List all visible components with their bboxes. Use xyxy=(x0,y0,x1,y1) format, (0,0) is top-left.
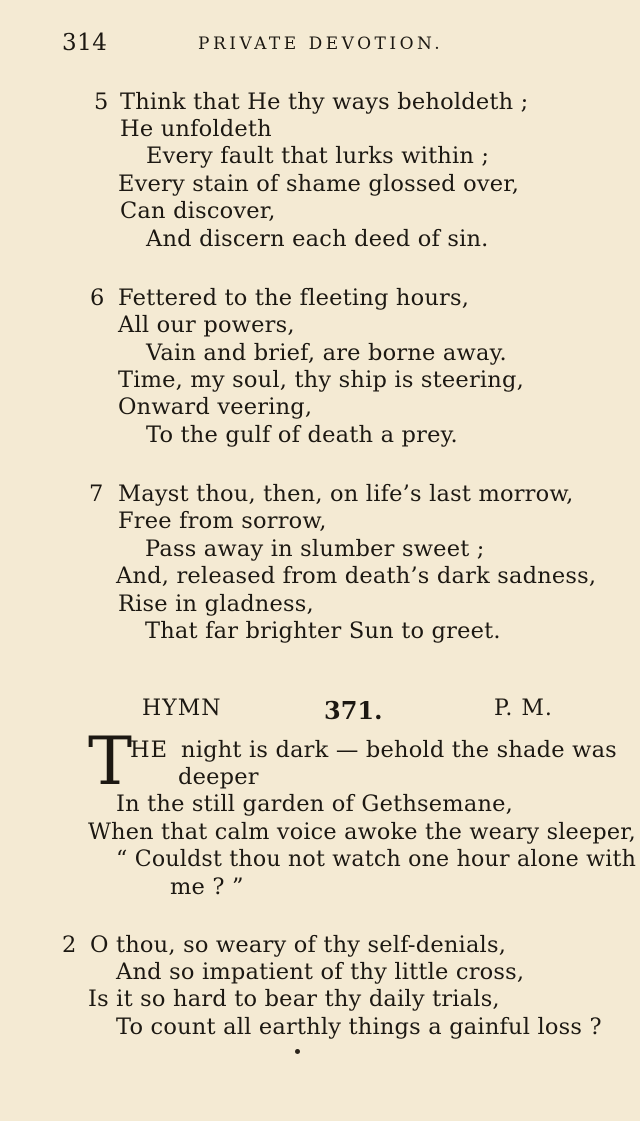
verse-line: Every fault that lurks within ; xyxy=(146,143,490,169)
verse-line: When that calm voice awoke the weary sleeper, xyxy=(88,819,636,845)
verse-line: Onward veering, xyxy=(118,394,313,420)
verse-line: deeper xyxy=(178,764,259,790)
stanza-number: 7 xyxy=(89,481,104,507)
first-word-rest: HE xyxy=(130,737,169,763)
page-header xyxy=(62,30,640,66)
verse-line: In the still garden of Gethsemane, xyxy=(116,791,514,817)
verse-line: Mayst thou, then, on life’s last morrow, xyxy=(118,481,574,507)
hymn-label: HYMN xyxy=(142,696,222,721)
verse-line: Fettered to the fleeting hours, xyxy=(118,285,470,311)
verse-line: To the gulf of death a prey. xyxy=(146,422,458,448)
verse-line: Can discover, xyxy=(120,198,276,224)
running-head: PRIVATE DEVOTION. xyxy=(198,34,444,54)
verse-line: “ Couldst thou not watch one hour alone with xyxy=(116,846,637,872)
verse-line: And discern each deed of sin. xyxy=(146,226,489,252)
stanza-number: 2 xyxy=(62,932,77,958)
verse-line: Free from sorrow, xyxy=(118,508,327,534)
verse-line: And so impatient of thy little cross, xyxy=(116,959,525,985)
verse-line: All our powers, xyxy=(118,312,295,338)
verse-line: Is it so hard to bear thy daily trials, xyxy=(88,986,500,1012)
verse-line: Every stain of shame glossed over, xyxy=(118,171,520,197)
hymn-number: 371. xyxy=(324,696,383,725)
verse-line: Time, my soul, thy ship is steering, xyxy=(118,367,524,393)
verse-line: O thou, so weary of thy self-denials, xyxy=(90,932,507,958)
verse-line: That far brighter Sun to greet. xyxy=(145,618,501,644)
drop-cap: T xyxy=(88,723,133,800)
verse-line: And, released from death’s dark sadness, xyxy=(116,563,597,589)
verse-line: Think that He thy ways beholdeth ; xyxy=(120,89,529,115)
hymn-meter: P. M. xyxy=(494,696,553,721)
verse-line: He unfoldeth xyxy=(120,116,272,142)
ink-speck xyxy=(295,1049,300,1054)
page-number: 314 xyxy=(62,30,108,56)
verse-line: To count all earthly things a gainful loss ? xyxy=(116,1014,602,1040)
verse-line: Pass away in slumber sweet ; xyxy=(145,536,485,562)
hymn-heading xyxy=(0,696,640,726)
stanza-number: 5 xyxy=(94,89,109,115)
verse-line: Vain and brief, are borne away. xyxy=(146,340,507,366)
verse-line: night is dark — behold the shade was xyxy=(181,737,617,763)
stanza-number: 6 xyxy=(90,285,105,311)
verse-line: me ? ” xyxy=(170,874,244,900)
verse-line: Rise in gladness, xyxy=(118,591,314,617)
